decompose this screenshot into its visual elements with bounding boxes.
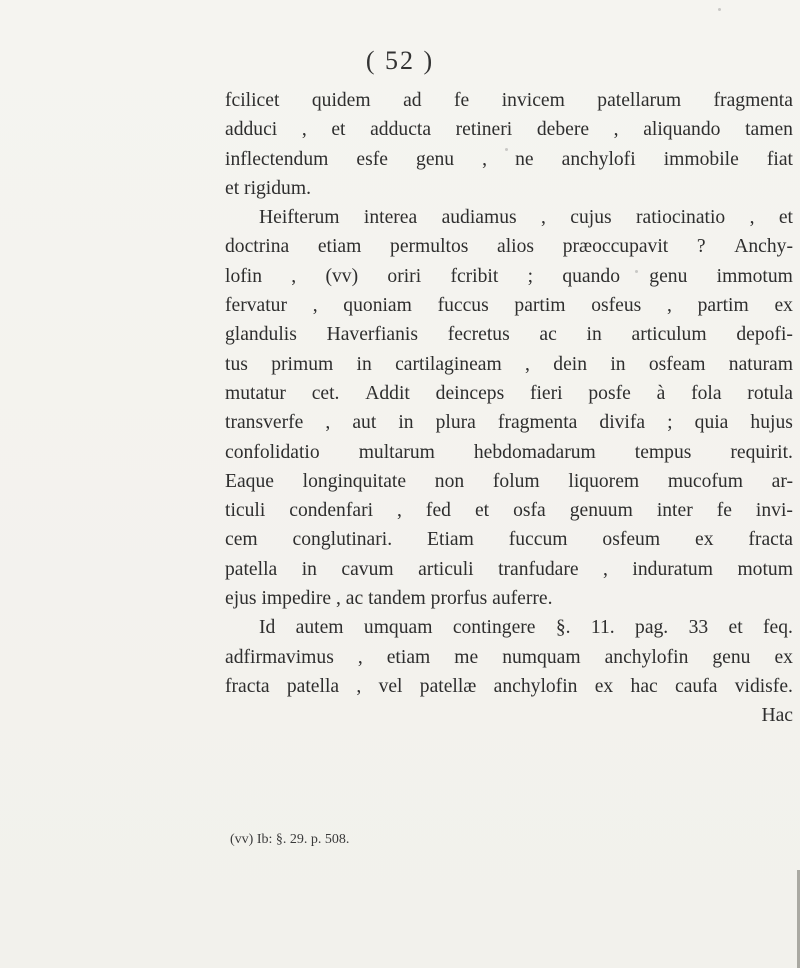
word: ex (774, 295, 793, 317)
word: fracta (225, 675, 270, 697)
word: depofi- (736, 324, 793, 346)
word: in (398, 412, 414, 434)
line-text (225, 115, 793, 144)
word: fcilicet (225, 90, 280, 111)
line-text (225, 145, 793, 174)
word: adducta (370, 119, 432, 141)
line-text (225, 232, 793, 261)
word: ticuli (225, 500, 266, 522)
word: etiam (386, 646, 431, 668)
word: mutatur (225, 382, 286, 404)
line-text (225, 320, 793, 349)
word: aliquando (643, 119, 721, 141)
word: fieri (529, 382, 563, 404)
text-line (225, 203, 793, 232)
paper-speck (505, 148, 508, 151)
word: fragmenta (497, 412, 578, 434)
line-text (225, 555, 793, 584)
word: interea (363, 207, 418, 229)
text-line (225, 555, 793, 584)
word: patellæ (419, 675, 477, 697)
word: anchylofi (561, 148, 636, 170)
word: quoniam (343, 295, 412, 317)
word: feq. (762, 617, 793, 639)
word: primum (271, 353, 334, 375)
word: in (356, 353, 372, 375)
text-line (225, 115, 793, 144)
line-text (225, 379, 793, 408)
word: articulum (631, 324, 707, 346)
word: me (454, 646, 479, 668)
text-line (225, 438, 793, 467)
line-text (259, 203, 793, 232)
text-line (225, 174, 793, 203)
line-text (225, 438, 793, 467)
word: ; (527, 265, 534, 287)
word: audiamus (441, 207, 517, 229)
word: hujus (750, 412, 793, 434)
word: , (291, 265, 297, 287)
word: et (474, 500, 490, 522)
line-text (225, 408, 793, 437)
word: , (357, 646, 363, 668)
word: condenfari (289, 500, 374, 522)
word: quidem (311, 90, 371, 111)
word: plura (435, 412, 476, 434)
word: , (603, 558, 608, 580)
word: hac (630, 675, 658, 697)
word: lofin (225, 265, 263, 287)
word: folum (492, 470, 540, 492)
word: fuccus (437, 295, 489, 317)
word: Heifterum (259, 207, 340, 229)
page-number: ( 52 ) (365, 46, 435, 75)
line-text (225, 643, 793, 672)
word: invicem (501, 90, 565, 111)
text-line (225, 145, 793, 174)
word: multarum (358, 441, 435, 463)
word: ne (515, 148, 534, 170)
word: 33 (688, 617, 709, 639)
text-line (225, 496, 793, 525)
word: Addit (365, 382, 410, 404)
word: tranfudare (498, 558, 579, 580)
word: naturam (728, 353, 793, 375)
word: posfe (588, 382, 631, 404)
word: genu (712, 646, 751, 668)
word: , (749, 207, 755, 229)
word: numquam (502, 646, 581, 668)
word: §. (555, 617, 571, 639)
word: , (397, 500, 402, 522)
word: patella (225, 558, 278, 580)
word: mucofum (667, 470, 743, 492)
text-line (225, 525, 793, 554)
word: debere (536, 119, 590, 141)
word: fiat (766, 148, 793, 170)
word: , (613, 119, 619, 141)
word: , (667, 295, 672, 317)
word: à (656, 382, 666, 404)
text-line (225, 643, 793, 672)
text-line (225, 467, 793, 496)
catchword: Hac (761, 705, 793, 727)
word: quia (694, 412, 729, 434)
word: ex (774, 646, 793, 668)
word: partim (514, 295, 566, 317)
word: fcribit (450, 265, 499, 287)
text-line (225, 86, 793, 115)
word: Eaque (225, 470, 274, 492)
line-text (225, 350, 793, 379)
text-line (225, 672, 793, 701)
word: fuccum (508, 529, 568, 551)
line-text (225, 262, 793, 291)
word: Etiam (427, 529, 474, 551)
word: adduci (225, 119, 278, 141)
word: patellarum (597, 90, 682, 111)
word: invi- (755, 500, 793, 522)
word: ; (667, 412, 673, 434)
word: osfeus (591, 295, 642, 317)
word: , (301, 119, 307, 141)
catchword-line (225, 701, 793, 730)
word: oriri (387, 265, 422, 287)
word: , (482, 148, 488, 170)
word: transverfe (225, 412, 304, 434)
word: ar- (771, 470, 793, 492)
word: cujus (570, 207, 612, 229)
word: præoccupavit (562, 236, 669, 258)
word: motum (737, 558, 793, 580)
word: autem (295, 617, 344, 639)
word: caufa (675, 675, 718, 697)
word: divifa (599, 412, 646, 434)
word: quando (562, 265, 621, 287)
word: , (312, 295, 318, 317)
word: hebdomadarum (473, 441, 596, 463)
text-line (225, 613, 793, 642)
text-line (225, 232, 793, 261)
paper-speck (635, 270, 638, 273)
word: adfirmavimus (225, 646, 334, 668)
word: aut (352, 412, 377, 434)
word: in (610, 353, 626, 375)
word: anchylofin (493, 675, 578, 697)
word: fervatur (225, 295, 288, 317)
word: non (434, 470, 465, 492)
word: fracta (748, 529, 793, 551)
word: contingere (452, 617, 536, 639)
word: alios (497, 236, 535, 258)
word: cartilagineam (395, 353, 502, 375)
word: cavum (341, 558, 394, 580)
word: ex (594, 675, 614, 697)
word: ac (539, 324, 557, 346)
word: fed (425, 500, 451, 522)
word: dein (553, 353, 587, 375)
word: inflectendum (225, 148, 329, 170)
word: Id (259, 617, 276, 639)
line-text (225, 672, 793, 701)
word: requirit. (730, 441, 793, 463)
word: doctrina (225, 236, 290, 258)
word: fe (716, 500, 732, 522)
paper-speck (718, 8, 721, 11)
word: partim (697, 295, 749, 317)
word: , (356, 675, 362, 697)
line-text (225, 86, 793, 115)
text-line (225, 408, 793, 437)
word: umquam (363, 617, 433, 639)
word: longinquitate (302, 470, 407, 492)
text-line (225, 584, 793, 613)
word: ? (696, 236, 706, 258)
word: cet. (311, 382, 340, 404)
word: et (778, 207, 793, 229)
word: esfe (356, 148, 388, 170)
word: pag. (635, 617, 669, 639)
word: permultos (390, 236, 469, 258)
word: osfa (513, 500, 546, 522)
word: immobile (663, 148, 739, 170)
word: et (331, 119, 346, 141)
word: patella (286, 675, 340, 697)
word: fola (691, 382, 722, 404)
line-text (225, 467, 793, 496)
word: induratum (632, 558, 713, 580)
word: genu (416, 148, 455, 170)
word: ex (695, 529, 714, 551)
word: etiam (317, 236, 362, 258)
word: genuum (569, 500, 633, 522)
word: vidisfe. (734, 675, 793, 697)
word: et (728, 617, 743, 639)
text-line (225, 262, 793, 291)
word: 11. (590, 617, 615, 639)
word: liquorem (568, 470, 640, 492)
text-line (225, 350, 793, 379)
word: ad (403, 90, 422, 111)
word: deinceps (435, 382, 505, 404)
word: conglutinari. (292, 529, 393, 551)
word: fe (454, 90, 470, 111)
word: glandulis (225, 324, 297, 346)
line-text: et rigidum. (225, 177, 311, 199)
word: (vv) (325, 265, 359, 287)
word: , (525, 353, 530, 375)
text-line (225, 320, 793, 349)
word: articuli (418, 558, 474, 580)
line-text (225, 291, 793, 320)
line-text (225, 525, 793, 554)
word: immotum (716, 265, 793, 287)
line-text (259, 613, 793, 642)
word: ratiocinatio (636, 207, 726, 229)
line-text: ejus impedire , ac tandem prorfus auferre. (225, 588, 553, 610)
word: fecretus (447, 324, 510, 346)
word: Haverfianis (326, 324, 418, 346)
word: confolidatio (225, 441, 320, 463)
text-line (225, 379, 793, 408)
word: tus (225, 353, 248, 375)
word: osfeam (648, 353, 706, 375)
word: vel (378, 675, 403, 697)
word: genu (649, 265, 688, 287)
word: cem (225, 529, 258, 551)
body-text (225, 86, 793, 731)
word: inter (656, 500, 693, 522)
word: anchylofin (604, 646, 689, 668)
word: , (541, 207, 546, 229)
word: retineri (455, 119, 513, 141)
word: fragmenta (713, 90, 793, 111)
text-line (225, 291, 793, 320)
word: rotula (747, 382, 793, 404)
word: tempus (634, 441, 692, 463)
word: , (325, 412, 331, 434)
footnote: (vv) Ib: §. 29. p. 508. (230, 832, 350, 847)
word: in (301, 558, 317, 580)
word: tamen (745, 119, 793, 141)
word: osfeum (602, 529, 661, 551)
line-text (225, 496, 793, 525)
word: Anchy- (734, 236, 793, 258)
word: in (586, 324, 602, 346)
